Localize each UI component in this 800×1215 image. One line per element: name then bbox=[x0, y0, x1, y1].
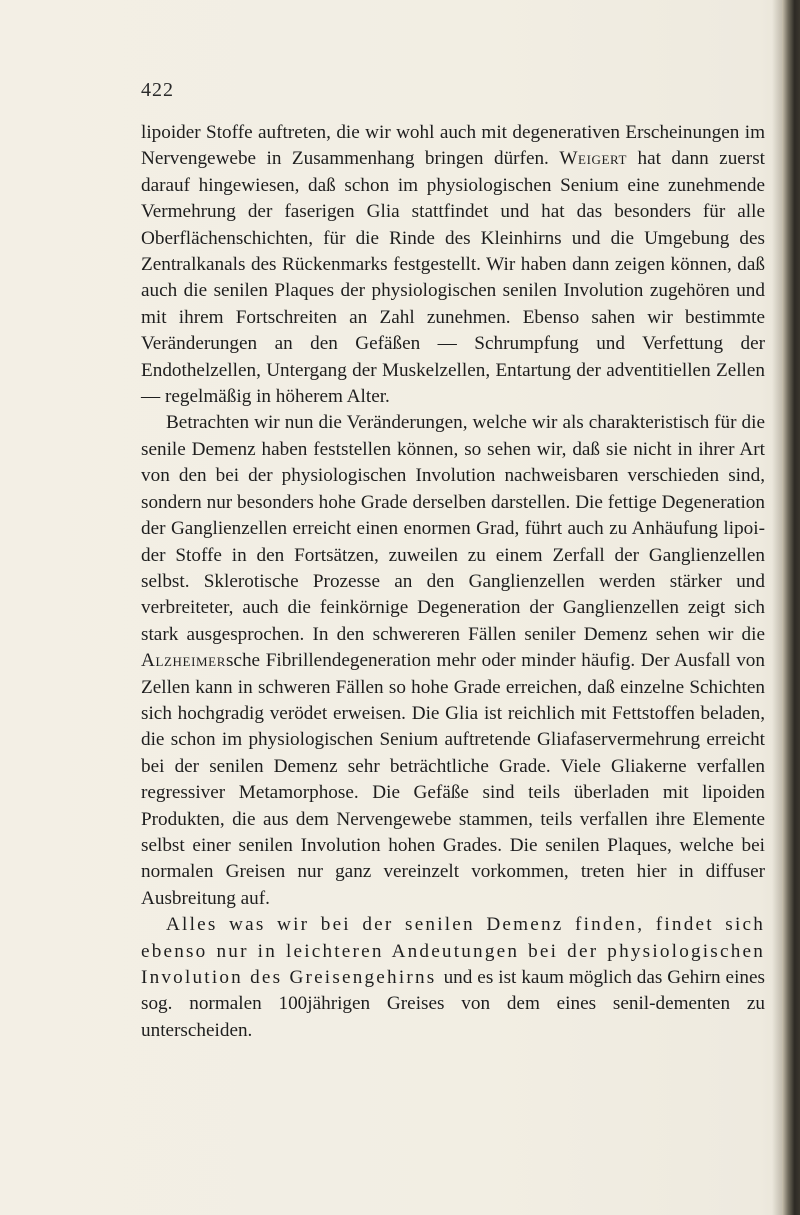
text-run: hat dann zuerst darauf hingewiesen, daß schon im physiologischen Senium eine zunehmende Vermehrung der faserigen Glia stattfindet und hat das besonders für alle Oberflächenschichten, für die Rinde des Kleinhirns und die Umgebung des Zentralkanals des Rückenmarks festgestellt. Wir haben dann zeigen können, daß auch die senilen Plaques der physiologischen senilen Involution zugehören und mit ihrem Fortschreiten an Zahl zunehmen. Ebenso sahen wir bestimmte Veränderungen an den Gefäßen — Schrumpfung und Verfettung der Endothelzellen, Untergang der Muskelzellen, Entartung der adventitiellen Zellen — regelmäßig in höherem Alter. bbox=[141, 148, 765, 408]
text-run: Alles was wir bei der senilen Demenz finden, findet sich ebenso nur in leichteren Andeutungen bei der physiologischen Involution des Greisengehirns bbox=[141, 914, 765, 988]
text-run: lipoider Stoffe auftreten, die wir wohl auch mit degenerativen Erscheinungen im Nervengewebe in Zusammenhang bringen dürfen. bbox=[141, 122, 765, 170]
paragraph bbox=[141, 120, 765, 410]
book-binding-edge bbox=[782, 0, 800, 1215]
page-number: 422 bbox=[141, 79, 174, 101]
paragraph bbox=[141, 912, 765, 1044]
text-run: und es ist kaum möglich das Gehirn eines sog. normalen 100jährigen Greises von dem eines senil-dementen zu unterscheiden. bbox=[141, 967, 765, 1041]
page-edge-shadow bbox=[772, 0, 782, 1215]
text-run: Betrachten wir nun die Veränderungen, welche wir als charakteristisch für die senile Demenz haben feststellen können, so sehen wir, daß sie nicht in ihrer Art von den bei der physiologischen Involution nachweisbaren verschieden sind, sondern nur besonders hohe Grade derselben darstellen. Die fettige Degeneration der Ganglienzellen erreicht einen enormen Grad, führt auch zu Anhäufung lipoider Stoffe in den Fortsätzen, zuweilen zu einem Zerfall der Ganglienzellen selbst. Sklerotische Prozesse an den Ganglienzellen werden stärker und verbreiteter, auch die feinkörnige Degeneration der Ganglienzellen zeigt sich stark ausgesprochen. In den schwereren Fällen seniler Demenz sehen wir die bbox=[141, 412, 765, 645]
author-name: Alzheimer bbox=[141, 650, 226, 672]
body-text bbox=[141, 120, 765, 1044]
paragraph bbox=[141, 410, 765, 912]
author-name: Weigert bbox=[559, 148, 628, 170]
text-run: sche Fibrillendegeneration mehr oder minder häufig. Der Ausfall von Zellen kann in schweren Fällen so hohe Grade erreichen, daß einzelne Schichten sich hochgradig verödet erweisen. Die Glia ist reichlich mit Fettstoffen beladen, die schon im physiologischen Senium auftretende Gliafaservermehrung erreicht bei der senilen Demenz sehr beträchtliche Grade. Viele Gliakerne verfallen regressiver Metamorphose. Die Gefäße sind teils überladen mit lipoiden Produkten, die aus dem Nervengewebe stammen, teils verfallen ihre Elemente selbst einer senilen Involution hohen Grades. Die senilen Plaques, welche bei normalen Greisen nur ganz vereinzelt vorkommen, treten hier in diffuser Ausbreitung auf. bbox=[141, 650, 765, 909]
